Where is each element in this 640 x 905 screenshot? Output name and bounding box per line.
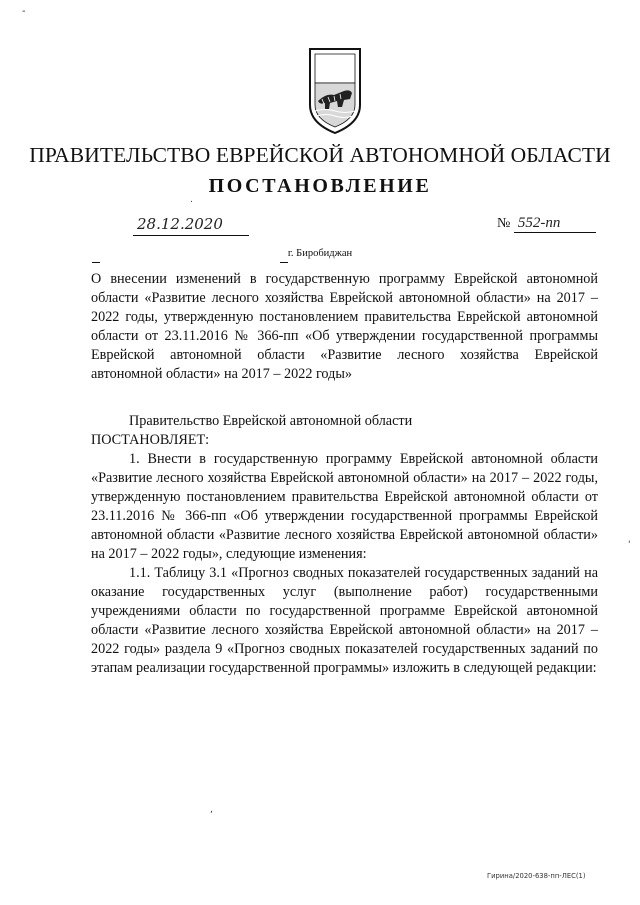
city-name: г. Биробиджан bbox=[287, 248, 353, 259]
decree-subject: О внесении изменений в государственную программу Еврейской автономной области «Развитие лесного хозяйства Еврейской автономной области» на 2017 – 2022 годы, утвержденную постановлением правительства Еврейской автономной области от 23.11.2016 № 366-пп «Об утверждении государственной программы Еврейской автономной области «Развитие лесного хозяйства Еврейской автономной области» на 2017 – 2022 годы» bbox=[91, 271, 598, 382]
file-code: Гирина/2020-638-пп-ЛЕС(1) bbox=[487, 872, 586, 880]
number-label: № bbox=[497, 216, 511, 231]
scan-artifact-edge: ' bbox=[628, 540, 631, 550]
government-title: ПРАВИТЕЛЬСТВО ЕВРЕЙСКОЙ АВТОНОМНОЙ ОБЛАСТИ bbox=[29, 143, 611, 167]
document-number: 552-пп bbox=[514, 215, 596, 233]
scan-artifact-tick: , bbox=[210, 805, 213, 815]
decree-word: ПОСТАНОВЛЯЕТ: bbox=[91, 432, 210, 448]
document-date: 28.12.2020 bbox=[133, 215, 249, 236]
paragraph-item-1-1: 1.1. Таблицу 3.1 «Прогноз сводных показателей государственных заданий на оказание государственных услуг (выполнение работ) государственными учреждениями области по государственной программе Еврейской автономной области «Развитие лесного хозяйства Еврейской автономной области» на 2017 – 2022 годы» раздела 9 «Прогноз сводных показателей государственных заданий по этапам реализации государственной программы» изложить в следующей редакции: bbox=[91, 565, 598, 676]
scan-artifact-dot: . bbox=[190, 195, 193, 205]
coat-of-arms-icon bbox=[300, 43, 370, 138]
document-type-heading: ПОСТАНОВЛЕНИЕ bbox=[208, 175, 432, 197]
issuer-line: Правительство Еврейской автономной области bbox=[129, 413, 413, 429]
scan-artifact-dash: - bbox=[22, 6, 26, 17]
coat-of-arms-emblem bbox=[300, 43, 370, 138]
bracket-left-mark bbox=[92, 262, 100, 269]
decree-body bbox=[91, 412, 598, 678]
bracket-right-mark bbox=[280, 262, 288, 269]
document-number-field bbox=[497, 215, 596, 233]
paragraph-item-1: 1. Внести в государственную программу Еврейской автономной области «Развитие лесного хозяйства Еврейской автономной области» на 2017 – 2022 годы, утвержденную постановлением правительства Еврейской автономной области от 23.11.2016 № 366-пп «Об утверждении государственной программы Еврейской автономной области «Развитие лесного хозяйства Еврейской автономной области» на 2017 – 2022 годы», следующие изменения: bbox=[91, 451, 598, 562]
